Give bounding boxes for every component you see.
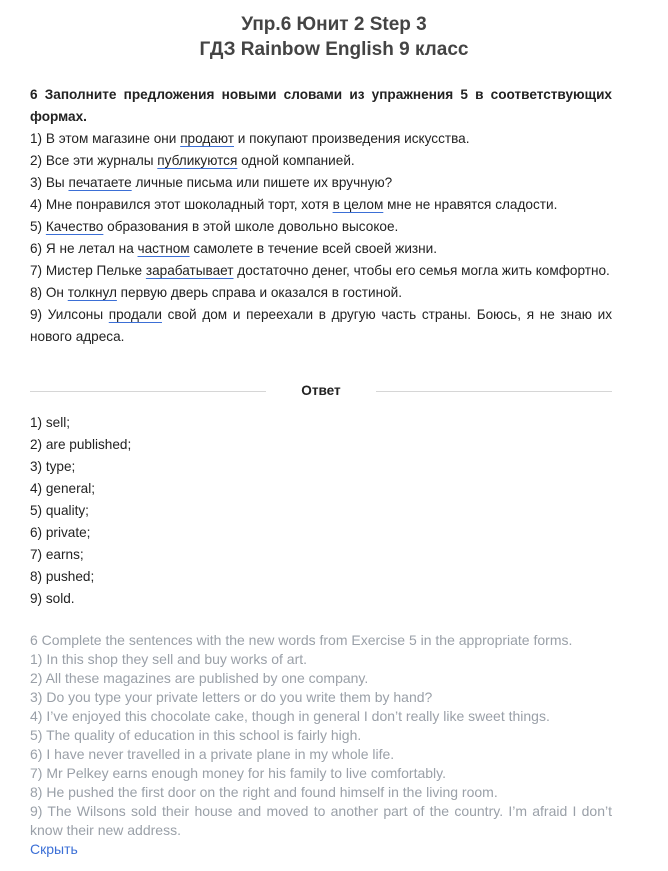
hide-link[interactable]: Скрыть [30, 841, 78, 857]
underlined-word: зарабатывает [145, 263, 234, 278]
task-sentence [30, 238, 612, 260]
page-title: Упр.6 Юнит 2 Step 3 [241, 14, 427, 35]
answer-item: 4) general; [30, 481, 95, 496]
translation-line: 8) He pushed the first door on the right and found himself in the living room. [30, 784, 498, 800]
answer-list [30, 412, 612, 610]
translation-line: 3) Do you type your private letters or do you write them by hand? [30, 689, 433, 705]
sentence-text: 7) Мистер Пельке [30, 263, 146, 278]
translation-line: 6 Complete the sentences with the new words from Exercise 5 in the appropriate forms. [30, 632, 573, 648]
sentence-text: мне не нравятся сладости. [383, 197, 558, 212]
translation-line: 1) In this shop they sell and buy works of art. [30, 651, 308, 667]
underlined-word: частном [137, 241, 190, 256]
task-sentence [30, 150, 612, 172]
sentence-text: одной компанией. [237, 153, 355, 168]
task-block [30, 84, 612, 348]
answer-label: Ответ [301, 383, 341, 398]
divider-line-right [376, 391, 612, 392]
answer-item: 9) sold. [30, 591, 75, 606]
translation-line: 2) All these magazines are published by one company. [30, 670, 369, 686]
underlined-word: толкнул [67, 285, 117, 300]
sentence-text: первую дверь справа и оказался в гостиной. [116, 285, 403, 300]
answer-item: 3) type; [30, 459, 76, 474]
answer-item: 5) quality; [30, 503, 89, 518]
sentence-text: и покупают произведения искусства. [234, 131, 470, 146]
underlined-word: продали [108, 307, 162, 322]
sentence-text: 5) [30, 219, 46, 234]
translation-block [30, 631, 612, 859]
sentence-text: 3) Вы [30, 175, 69, 190]
task-sentence [30, 282, 612, 304]
answer-divider [30, 381, 612, 401]
sentence-text: 1) В этом магазине они [30, 131, 181, 146]
sentence-text: 6) Я не летал на [30, 241, 138, 256]
task-sentence [30, 304, 612, 348]
sentence-text: образования в этой школе довольно высокое. [103, 219, 399, 234]
task-sentence [30, 260, 612, 282]
underlined-word: Качество [45, 219, 104, 234]
sentence-text: 8) Он [30, 285, 68, 300]
underlined-word: печатаете [68, 175, 132, 190]
sentence-text: достаточно денег, чтобы его семья могла жить комфортно. [233, 263, 610, 278]
page-header [0, 12, 668, 62]
task-sentence [30, 172, 612, 194]
sentence-text: 4) Мне понравился этот шоколадный торт, хотя [30, 197, 333, 212]
page-subtitle: ГДЗ Rainbow English 9 класс [199, 39, 469, 60]
sentence-list [30, 128, 612, 348]
underlined-word: продают [180, 131, 234, 146]
answer-item: 8) pushed; [30, 569, 95, 584]
translation-line: 5) The quality of education in this school is fairly high. [30, 727, 362, 743]
underlined-word: публикуются [157, 153, 238, 168]
task-sentence [30, 194, 612, 216]
sentence-text: 2) Все эти журналы [30, 153, 158, 168]
translation-line: 9) The Wilsons sold their house and moved to another part of the country. I’m afraid I don’t know their new address. [30, 803, 612, 838]
sentence-text: свой дом и переехали в другую часть страны. Боюсь, я не знаю их нового адреса. [30, 307, 613, 344]
task-sentence [30, 216, 612, 238]
translation-line: 7) Mr Pelkey earns enough money for his family to live comfortably. [30, 765, 447, 781]
sentence-text: самолете в течение всей своей жизни. [189, 241, 438, 256]
answer-item: 2) are published; [30, 437, 132, 452]
sentence-text: личные письма или пишете их вручную? [131, 175, 393, 190]
translation-line: 4) I’ve enjoyed this chocolate cake, though in general I don’t really like sweet things. [30, 708, 550, 724]
sentence-text: 9) Уилсоны [30, 307, 109, 322]
answer-item: 1) sell; [30, 415, 71, 430]
answer-item: 7) earns; [30, 547, 84, 562]
task-sentence [30, 128, 612, 150]
translation-lines [30, 631, 612, 840]
translation-line: 6) I have never travelled in a private plane in my whole life. [30, 746, 395, 762]
answer-item: 6) private; [30, 525, 91, 540]
underlined-word: в целом [332, 197, 384, 212]
task-heading: 6 Заполните предложения новыми словами из упражнения 5 в соответствующих формах. [30, 87, 612, 124]
